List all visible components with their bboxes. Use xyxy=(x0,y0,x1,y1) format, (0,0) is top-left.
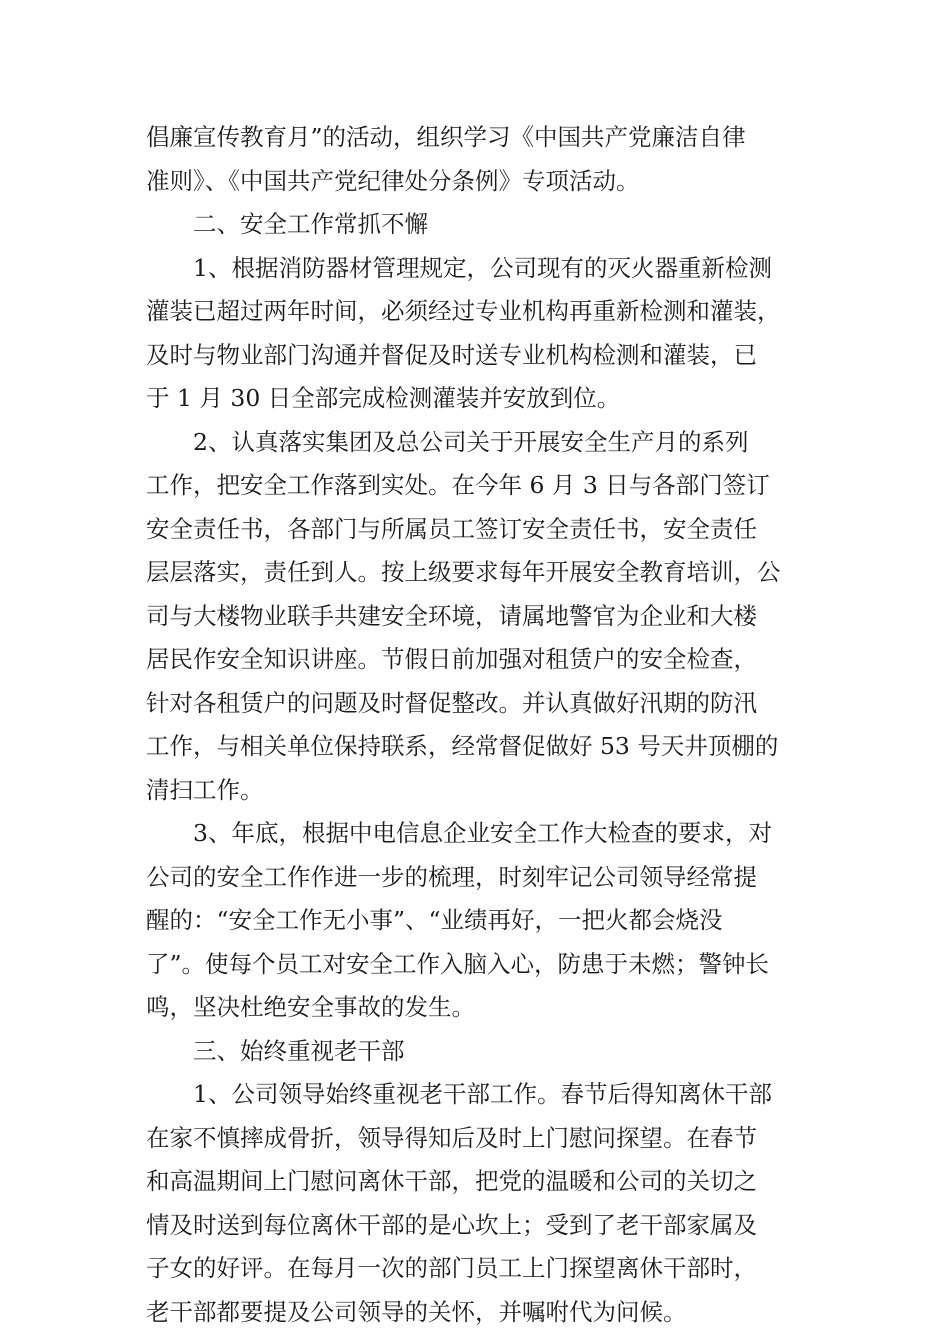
text-line: 二、安全工作常抓不懈 xyxy=(193,210,428,238)
text-line: 老干部都要提及公司领导的关怀，并嘱咐代为问候。 xyxy=(146,1297,687,1326)
text-line: 醒的：“安全工作无小事”、“业绩再好，一把火都会烧没 xyxy=(146,906,723,934)
text-line: 针对各租赁户的问题及时督促整改。并认真做好汛期的防汛 xyxy=(146,688,757,717)
text-line: 情及时送到每位离休干部的是心坎上；受到了老干部家属及 xyxy=(146,1210,757,1239)
text-line: 清扫工作。 xyxy=(146,775,264,804)
text-line: 公司的安全工作作进一步的梳理，时刻牢记公司领导经常提 xyxy=(146,862,757,891)
text-line: 鸣，坚决杜绝安全事故的发生。 xyxy=(146,993,475,1021)
text-line: 准则》、《中国共产党纪律处分条例》专项活动。 xyxy=(146,166,640,195)
text-line: 2、认真落实集团及总公司关于开展安全生产月的系列 xyxy=(193,427,749,456)
text-line: 层层落实，责任到人。按上级要求每年开展安全教育培训，公 xyxy=(146,558,781,586)
text-line: 司与大楼物业联手共建安全环境，请属地警官为企业和大楼 xyxy=(146,601,757,630)
text-line: 灌装已超过两年时间，必须经过专业机构再重新检测和灌装， xyxy=(146,297,781,325)
text-line: 子女的好评。在每月一次的部门员工上门探望离休干部时， xyxy=(146,1254,757,1282)
text-line: 倡廉宣传教育月”的活动，组织学习《中国共产党廉洁自律 xyxy=(146,123,746,151)
text-line: 三、始终重视老干部 xyxy=(193,1036,405,1065)
text-line: 安全责任书，各部门与所属员工签订安全责任书，安全责任 xyxy=(146,514,757,543)
text-line: 及时与物业部门沟通并督促及时送专业机构检测和灌装，已 xyxy=(146,340,757,369)
text-line: 在家不慎摔成骨折，领导得知后及时上门慰问探望。在春节 xyxy=(146,1123,757,1152)
text-line: 3、年底，根据中电信息企业安全工作大检查的要求，对 xyxy=(193,819,772,847)
text-line: 1、根据消防器材管理规定，公司现有的灭火器重新检测 xyxy=(193,253,772,282)
text-line: 于 1 月 30 日全部完成检测灌装并安放到位。 xyxy=(146,384,621,412)
text-line: 工作，与相关单位保持联系，经常督促做好 53 号天井顶棚的 xyxy=(146,732,779,760)
text-line: 和高温期间上门慰问离休干部，把党的温暖和公司的关切之 xyxy=(146,1167,757,1195)
text-line: 1、公司领导始终重视老干部工作。春节后得知离休干部 xyxy=(193,1080,772,1108)
text-line: 居民作安全知识讲座。节假日前加强对租赁户的安全检查， xyxy=(146,645,757,673)
document-body xyxy=(146,116,806,1334)
text-line: 工作，把安全工作落到实处。在今年 6 月 3 日与各部门签订 xyxy=(146,471,770,499)
text-line: 了”。使每个员工对安全工作入脑入心，防患于未燃；警钟长 xyxy=(146,949,770,978)
